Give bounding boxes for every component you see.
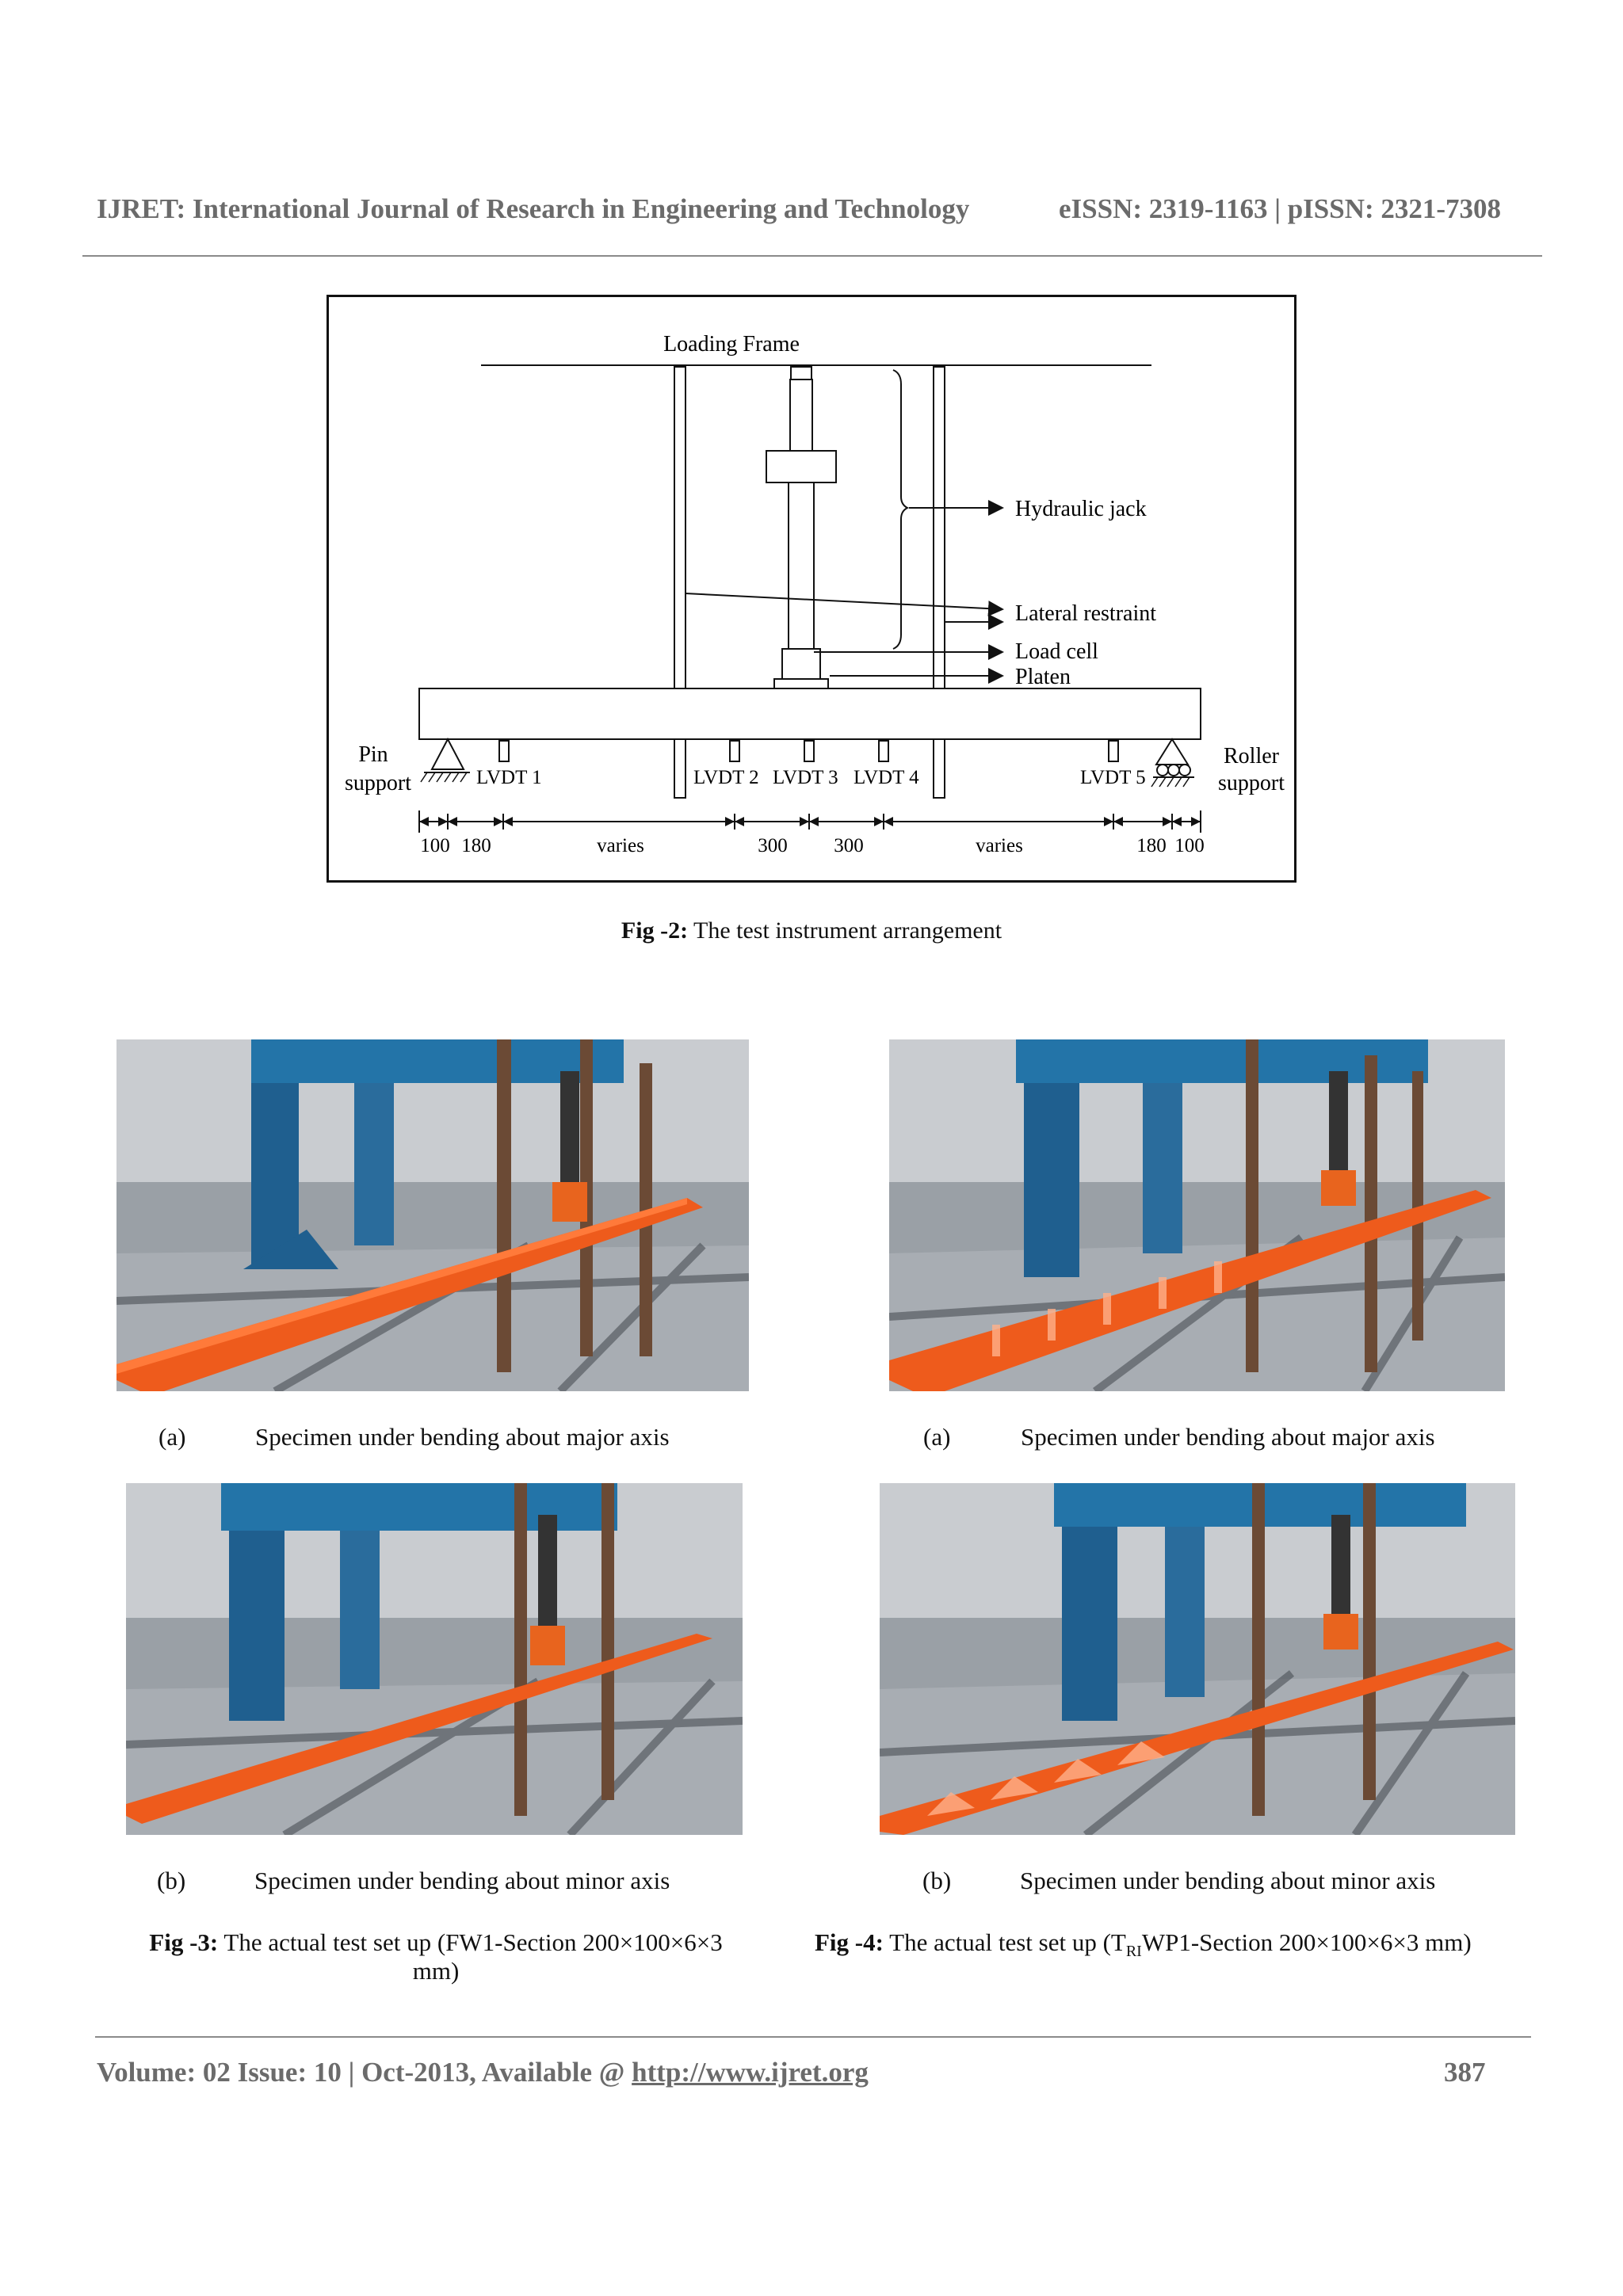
dim-1: 100	[420, 835, 450, 856]
dim-2: 180	[461, 835, 491, 856]
fig3-sub-b-label: (b)	[157, 1867, 186, 1894]
dim-5: 300	[834, 835, 864, 856]
jack-brace	[893, 370, 907, 649]
dim-4: 300	[758, 835, 788, 856]
footer-volume: Volume: 02 Issue: 10 | Oct-2013, Available @ http://www.ijret.org	[97, 2057, 869, 2088]
fig3-sub-a-label: (a)	[158, 1423, 186, 1451]
photo-fw1-major-axis	[116, 1039, 749, 1391]
roller-label: Roller	[1224, 744, 1279, 769]
page-number: 387	[1444, 2057, 1486, 2088]
dim-3: varies	[597, 835, 644, 856]
load-cell	[782, 649, 820, 679]
beam	[419, 688, 1201, 739]
journal-title: IJRET: International Journal of Research in Engineering and Technology	[97, 193, 970, 224]
dim-6: varies	[976, 835, 1023, 856]
lvdt4-label: LVDT 4	[854, 767, 919, 788]
pin-label: Pin	[358, 742, 388, 767]
lvdt1-label: LVDT 1	[476, 767, 542, 788]
fig3-sub-a-text: Specimen under bending about major axis	[255, 1423, 670, 1451]
test-arrangement-diagram	[327, 295, 1296, 883]
fig4-sub-a-label: (a)	[923, 1423, 951, 1451]
load-cell-label: Load cell	[1015, 639, 1098, 664]
jack-cap	[791, 367, 812, 379]
hydraulic-jack-label: Hydraulic jack	[1015, 497, 1147, 521]
lvdt4-box	[879, 741, 888, 761]
lvdt2-label: LVDT 2	[693, 767, 759, 788]
fig2-caption: Fig -2: The test instrument arrangement	[621, 917, 1002, 944]
lvdt2-box	[730, 741, 739, 761]
fig4-sub-a-text: Specimen under bending about major axis	[1021, 1423, 1435, 1451]
fig3-caption: Fig -3: The actual test set up (FW1-Section 200×100×6×3 mm)	[149, 1928, 723, 1985]
photo-trwp1-major-axis	[889, 1039, 1505, 1391]
roller-support-triangle	[1156, 739, 1188, 765]
journal-url-link[interactable]: http://www.ijret.org	[632, 2057, 869, 2088]
jack-body	[789, 482, 814, 649]
loading-frame-label: Loading Frame	[663, 332, 800, 357]
lateral-restraint-label: Lateral restraint	[1015, 601, 1157, 626]
fig4-sub-b-text: Specimen under bending about minor axis	[1020, 1867, 1436, 1894]
fig4-caption: Fig -4: The actual test set up ($T_{RI}WP1$-Section 200×100×6×3 mm)	[815, 1928, 1472, 1961]
lvdt3-box	[804, 741, 814, 761]
footer-rule	[95, 2036, 1531, 2038]
platen-label: Platen	[1015, 665, 1071, 689]
pin-support-triangle	[432, 739, 464, 769]
test-arrangement-svg	[329, 297, 1294, 880]
fig3-sub-b-text: Specimen under bending about minor axis	[254, 1867, 670, 1894]
lvdt5-label: LVDT 5	[1080, 767, 1146, 788]
fig4-sub-b-label: (b)	[922, 1867, 952, 1894]
issn-info: eISSN: 2319-1163 | pISSN: 2321-7308	[1059, 193, 1502, 224]
dim-7: 180	[1136, 835, 1167, 856]
roller-support-label: support	[1218, 771, 1285, 795]
lvdt3-label: LVDT 3	[773, 767, 838, 788]
dim-8: 100	[1174, 835, 1205, 856]
photo-fw1-minor-axis	[126, 1483, 743, 1835]
header-rule	[82, 255, 1542, 257]
platen	[774, 679, 828, 688]
photo-trwp1-minor-axis	[880, 1483, 1515, 1835]
pin-support-label: support	[345, 771, 411, 795]
lvdt5-box	[1109, 741, 1118, 761]
jack-collar	[766, 451, 836, 482]
lvdt1-box	[499, 741, 509, 761]
